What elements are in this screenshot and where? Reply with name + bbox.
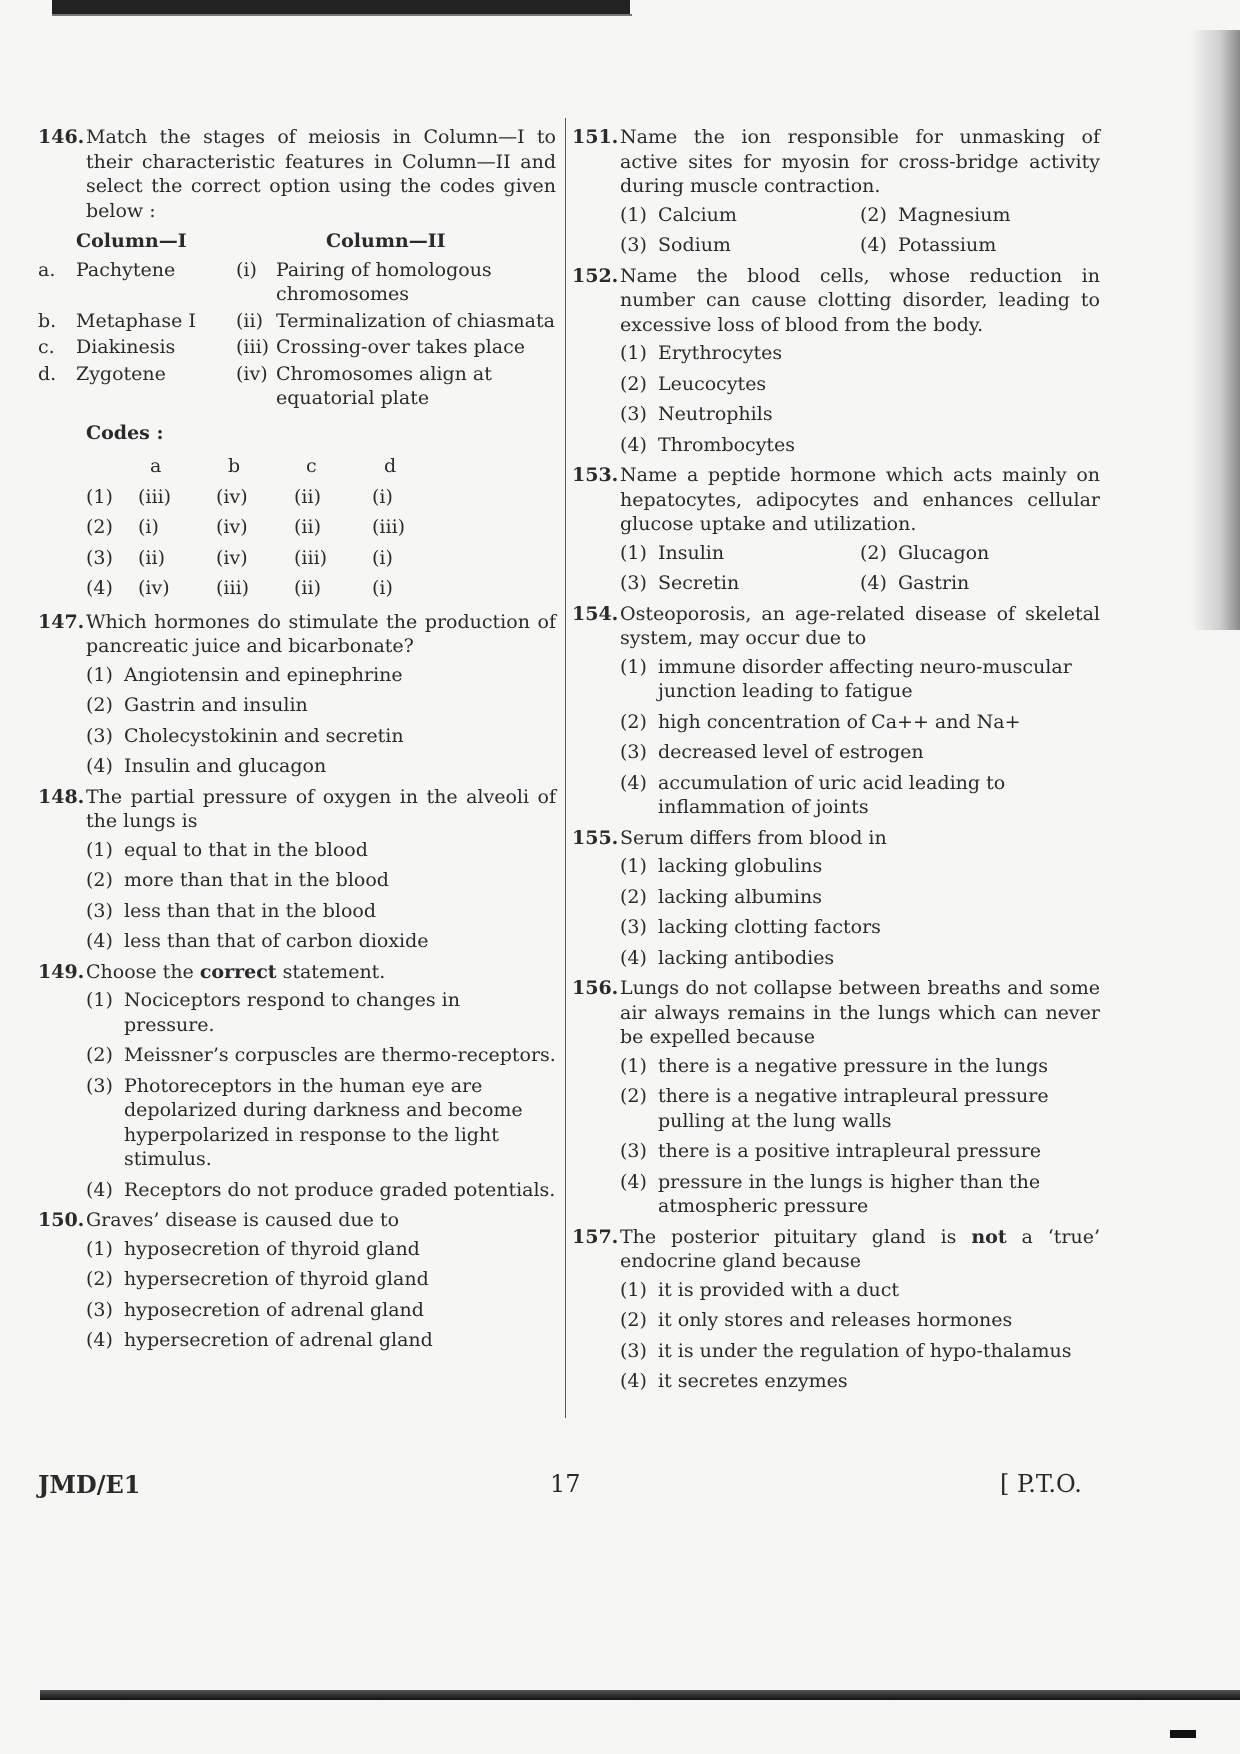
- question-number: 157.: [572, 1225, 619, 1248]
- roman: (i): [236, 258, 257, 281]
- option[interactable]: [620, 1084, 1100, 1133]
- option[interactable]: [86, 1043, 556, 1068]
- option-text: Potassium: [898, 234, 997, 256]
- code-cell: (iii): [138, 485, 172, 508]
- question-text: Which hormones do stimulate the production of pancreatic juice and bicarbonate?: [86, 610, 556, 657]
- code-cell: (iii): [294, 546, 328, 569]
- option-number: (4): [86, 930, 113, 952]
- option-number: (3): [86, 1074, 113, 1097]
- row-letter: a.: [38, 258, 56, 281]
- row-letter: c.: [38, 336, 55, 358]
- codes-table: [86, 451, 450, 604]
- option-number: (2): [860, 541, 887, 564]
- option-text: Gastrin and insulin: [124, 694, 308, 716]
- scan-top-rule: [52, 14, 632, 16]
- option-number: (2): [860, 203, 887, 226]
- roman: (iv): [236, 362, 268, 385]
- match-row: [38, 309, 556, 334]
- option-number: (1): [86, 1237, 113, 1260]
- option-number: (2): [620, 1309, 647, 1331]
- option[interactable]: [620, 1054, 1100, 1079]
- code-cell: (iv): [216, 485, 248, 508]
- option-text: immune disorder affecting neuro-muscular junction leading to fatigue: [658, 655, 1072, 702]
- option-text: lacking albumins: [658, 885, 822, 908]
- question-text: Serum differs from blood in: [620, 826, 887, 849]
- option[interactable]: [86, 1178, 556, 1203]
- option-number: (2): [620, 1085, 647, 1107]
- question-text: Graves’ disease is caused due to: [86, 1209, 400, 1231]
- question-number: 153.: [572, 464, 619, 486]
- option-text: Insulin and glucagon: [124, 755, 327, 777]
- text-part: statement.: [276, 960, 386, 983]
- option[interactable]: [86, 1074, 556, 1172]
- scan-bottom-mark: [1170, 1730, 1196, 1738]
- left-column: [38, 125, 556, 1359]
- question-number: 156.: [572, 977, 619, 999]
- codes-row[interactable]: [86, 573, 450, 604]
- option-text: there is a negative pressure in the lungs: [658, 1054, 1048, 1077]
- option-pair: [620, 541, 1100, 566]
- option[interactable]: [620, 854, 1100, 879]
- option[interactable]: [86, 693, 556, 718]
- booklet-code-set: E1: [105, 1470, 141, 1499]
- code-cell: (3): [86, 546, 113, 569]
- question-146: [38, 125, 556, 223]
- option[interactable]: [620, 771, 1100, 820]
- column-2-header: Column—II: [326, 230, 446, 252]
- option-number: (4): [620, 946, 647, 969]
- question-number: 154.: [572, 602, 619, 625]
- column-1-header: Column—I: [76, 230, 187, 252]
- option[interactable]: [620, 433, 1100, 458]
- option-number: (1): [620, 203, 647, 226]
- option-pair: [620, 233, 1100, 258]
- option[interactable]: [86, 1267, 556, 1292]
- option-text: it only stores and releases hormones: [658, 1309, 1013, 1331]
- codes-label: Codes :: [86, 421, 164, 444]
- option-text: more than that in the blood: [124, 869, 389, 891]
- option[interactable]: [620, 1308, 1100, 1333]
- option-text: Receptors do not produce graded potentials.: [124, 1178, 556, 1201]
- option[interactable]: [620, 541, 860, 566]
- booklet-code-prefix: JMD/: [38, 1470, 106, 1499]
- code-cell: (iii): [372, 516, 406, 538]
- option-number: (4): [620, 771, 647, 794]
- option-text: Angiotensin and epinephrine: [124, 663, 403, 686]
- option-number: (1): [86, 838, 113, 861]
- option-text: there is a negative intrapleural pressure pulling at the lung walls: [658, 1085, 1049, 1132]
- option[interactable]: [860, 233, 1100, 258]
- question-147: [38, 610, 556, 659]
- option-text: Calcium: [658, 203, 737, 226]
- question-text: [86, 960, 556, 985]
- option-number: (4): [860, 572, 887, 594]
- option-text: Sodium: [658, 234, 731, 256]
- option[interactable]: [86, 988, 556, 1037]
- option-number: (3): [620, 403, 647, 425]
- question-number: 150.: [38, 1209, 85, 1231]
- match-row: [38, 362, 556, 411]
- option-text: Insulin: [658, 541, 725, 564]
- stage: Pachytene: [76, 258, 176, 281]
- option[interactable]: [620, 915, 1100, 940]
- code-cell: (1): [86, 485, 113, 508]
- option-number: (4): [860, 234, 887, 256]
- booklet-code: [38, 1470, 141, 1499]
- option-text: Cholecystokinin and secretin: [124, 724, 404, 747]
- codes-header-row: [86, 451, 450, 482]
- option-number: (2): [86, 694, 113, 716]
- option-text: Nociceptors respond to changes in pressure.: [124, 989, 460, 1036]
- question-157: [572, 1225, 1100, 1274]
- question-148: [38, 785, 556, 834]
- code-head: d: [384, 455, 397, 477]
- text-bold: correct: [199, 960, 277, 983]
- option-text: less than that in the blood: [124, 899, 377, 922]
- code-cell: (ii): [138, 546, 165, 569]
- option[interactable]: [620, 1339, 1100, 1364]
- question-text: Name the ion responsible for unmasking of active sites for myosin for cross-bridge activity during muscle contraction.: [620, 126, 1100, 197]
- feature: Pairing of homologous chromosomes: [276, 258, 492, 305]
- stage: Diakinesis: [76, 336, 176, 358]
- option-text: lacking clotting factors: [658, 916, 881, 938]
- option-text: there is a positive intrapleural pressure: [658, 1140, 1042, 1162]
- page-number: 17: [550, 1470, 581, 1498]
- row-letter: b.: [38, 309, 57, 332]
- code-cell: (ii): [294, 516, 321, 538]
- option-number: (3): [620, 1339, 647, 1362]
- option-text: equal to that in the blood: [124, 838, 368, 861]
- option-number: (1): [620, 855, 647, 877]
- option-number: (1): [86, 989, 113, 1011]
- roman: (iii): [236, 336, 270, 358]
- question-155: [572, 826, 1100, 851]
- option-text: Leucocytes: [658, 372, 767, 395]
- code-cell: (2): [86, 516, 113, 538]
- option-number: (3): [620, 234, 647, 256]
- option-text: Secretin: [658, 572, 740, 594]
- option[interactable]: [86, 724, 556, 749]
- question-152: [572, 264, 1100, 338]
- question-150: [38, 1208, 556, 1233]
- stage: Zygotene: [76, 362, 166, 385]
- option-number: (2): [86, 1044, 113, 1066]
- option[interactable]: [86, 1328, 556, 1353]
- option-number: (2): [620, 710, 647, 733]
- option-number: (4): [620, 1170, 647, 1193]
- question-number: 148.: [38, 785, 85, 808]
- question-text: Osteoporosis, an age-related disease of skeletal system, may occur due to: [620, 602, 1100, 649]
- option-text: Erythrocytes: [658, 342, 783, 364]
- option-number: (3): [620, 572, 647, 594]
- option-text: Glucagon: [898, 541, 990, 564]
- code-cell: (4): [86, 577, 113, 599]
- question-text: Name the blood cells, whose reduction in number can cause clotting disorder, leading to excessive loss of blood from the body.: [620, 264, 1100, 336]
- option[interactable]: [86, 899, 556, 924]
- question-number: 146.: [38, 126, 85, 148]
- question-149: [38, 960, 556, 985]
- question-number: 155.: [572, 826, 619, 849]
- option-number: (1): [86, 663, 113, 686]
- option[interactable]: [86, 838, 556, 863]
- option-text: accumulation of uric acid leading to inflammation of joints: [658, 771, 1006, 818]
- column-divider: [565, 118, 566, 1418]
- option-number: (2): [86, 1268, 113, 1290]
- option-text: Photoreceptors in the human eye are depolarized during darkness and become hyperpolarized in response to the light stimulus.: [124, 1074, 523, 1170]
- option-text: it is under the regulation of hypo-thalamus: [658, 1339, 1072, 1362]
- option[interactable]: [620, 341, 1100, 366]
- option-text: lacking globulins: [658, 855, 823, 877]
- option[interactable]: [620, 655, 1100, 704]
- question-154: [572, 602, 1100, 651]
- right-column: [572, 125, 1100, 1400]
- option-number: (1): [620, 541, 647, 564]
- option-number: (4): [86, 1329, 113, 1351]
- option[interactable]: [620, 1369, 1100, 1394]
- option-number: (3): [620, 741, 647, 763]
- code-cell: (ii): [294, 577, 321, 599]
- text-part: The posterior pituitary gland is: [620, 1225, 972, 1248]
- text-part: Choose the: [86, 960, 200, 983]
- code-head: a: [150, 455, 162, 477]
- question-text: Lungs do not collapse between breaths and some air always remains in the lungs which can never be expelled because: [620, 977, 1100, 1048]
- option-text: Neutrophils: [658, 403, 773, 425]
- scan-right-edge: [1190, 30, 1240, 630]
- option[interactable]: [620, 740, 1100, 765]
- option[interactable]: [620, 233, 860, 258]
- option-number: (4): [620, 433, 647, 456]
- option-text: it is provided with a duct: [658, 1278, 900, 1301]
- text-part: a ‘true’ endocrine gland because: [620, 1225, 1100, 1272]
- option-text: decreased level of estrogen: [658, 741, 924, 763]
- option[interactable]: [620, 946, 1100, 971]
- option[interactable]: [620, 372, 1100, 397]
- option[interactable]: [86, 1298, 556, 1323]
- option-text: lacking antibodies: [658, 946, 835, 969]
- code-cell: (i): [372, 546, 393, 569]
- row-letter: d.: [38, 362, 57, 385]
- code-cell: (ii): [294, 485, 321, 508]
- option[interactable]: [620, 1170, 1100, 1219]
- option-number: (4): [86, 755, 113, 777]
- option[interactable]: [620, 1278, 1100, 1303]
- code-cell: (i): [372, 485, 393, 508]
- question-151: [572, 125, 1100, 199]
- match-row: [38, 335, 556, 360]
- pto-label: [ P.T.O.: [1000, 1470, 1082, 1498]
- text-bold: not: [971, 1225, 1007, 1248]
- option[interactable]: [860, 571, 1100, 596]
- option-number: (3): [86, 724, 113, 747]
- question-number: 149.: [38, 960, 85, 983]
- option-number: (1): [620, 1054, 647, 1077]
- option[interactable]: [86, 868, 556, 893]
- option-number: (1): [620, 1278, 647, 1301]
- question-text: Match the stages of meiosis in Column—I to their characteristic features in Column—II and select the correct option using the codes given below :: [86, 126, 556, 222]
- option[interactable]: [620, 402, 1100, 427]
- codes-row[interactable]: [86, 543, 450, 574]
- option-text: pressure in the lungs is higher than the atmospheric pressure: [658, 1170, 1041, 1217]
- option-text: high concentration of Ca++ and Na+: [658, 710, 1021, 733]
- match-column-headers: [76, 229, 556, 254]
- question-number: 152.: [572, 264, 619, 287]
- scan-bottom-bar: [40, 1690, 1240, 1700]
- option-number: (3): [620, 916, 647, 938]
- question-153: [572, 463, 1100, 537]
- code-cell: (i): [138, 516, 159, 538]
- feature: Terminalization of chiasmata: [276, 309, 555, 332]
- option[interactable]: [86, 929, 556, 954]
- option[interactable]: [86, 663, 556, 688]
- codes-row[interactable]: [86, 482, 450, 513]
- question-number: 151.: [572, 126, 619, 148]
- code-cell: (iv): [216, 516, 248, 538]
- feature: Crossing-over takes place: [276, 336, 525, 358]
- code-head: b: [228, 455, 241, 477]
- option[interactable]: [86, 754, 556, 779]
- question-text: Name a peptide hormone which acts mainly on hepatocytes, adipocytes and enhances cellular glucose uptake and utilization.: [620, 464, 1100, 535]
- question-text: [620, 1225, 1100, 1274]
- option-number: (1): [620, 342, 647, 364]
- option[interactable]: [620, 885, 1100, 910]
- feature: Chromosomes align at equatorial plate: [276, 362, 492, 409]
- option-pair: [620, 203, 1100, 228]
- option-number: (2): [620, 372, 647, 395]
- roman: (ii): [236, 309, 263, 332]
- option-pair: [620, 571, 1100, 596]
- code-head: c: [306, 455, 317, 477]
- scan-top-bar: [52, 0, 630, 14]
- match-row: [38, 258, 556, 307]
- option-number: (2): [620, 885, 647, 908]
- codes-row[interactable]: [86, 512, 450, 543]
- option[interactable]: [620, 571, 860, 596]
- option-text: hypersecretion of thyroid gland: [124, 1268, 429, 1290]
- option-text: Gastrin: [898, 572, 970, 594]
- stage: Metaphase I: [76, 309, 196, 332]
- question-text: The partial pressure of oxygen in the alveoli of the lungs is: [86, 785, 556, 832]
- code-cell: (iv): [138, 577, 170, 599]
- code-cell: (i): [372, 577, 393, 599]
- option-text: hyposecretion of thyroid gland: [124, 1237, 420, 1260]
- option-text: hypersecretion of adrenal gland: [124, 1329, 433, 1351]
- option[interactable]: [620, 710, 1100, 735]
- option[interactable]: [860, 541, 1100, 566]
- question-156: [572, 976, 1100, 1050]
- option-number: (3): [86, 1298, 113, 1321]
- option-number: (4): [620, 1370, 647, 1392]
- code-cell: (iv): [216, 546, 248, 569]
- option-text: hyposecretion of adrenal gland: [124, 1298, 424, 1321]
- option[interactable]: [860, 203, 1100, 228]
- option[interactable]: [86, 1237, 556, 1262]
- option[interactable]: [620, 203, 860, 228]
- option[interactable]: [620, 1139, 1100, 1164]
- question-number: 147.: [38, 610, 85, 633]
- option-number: (4): [86, 1178, 113, 1201]
- option-text: it secretes enzymes: [658, 1370, 848, 1392]
- option-text: Magnesium: [898, 203, 1011, 226]
- option-text: less than that of carbon dioxide: [124, 930, 429, 952]
- option-text: Thrombocytes: [658, 433, 796, 456]
- option-number: (2): [86, 869, 113, 891]
- option-number: (1): [620, 655, 647, 678]
- option-number: (3): [86, 899, 113, 922]
- code-cell: (iii): [216, 577, 250, 599]
- option-text: Meissner’s corpuscles are thermo-receptors.: [124, 1044, 556, 1066]
- option-number: (3): [620, 1140, 647, 1162]
